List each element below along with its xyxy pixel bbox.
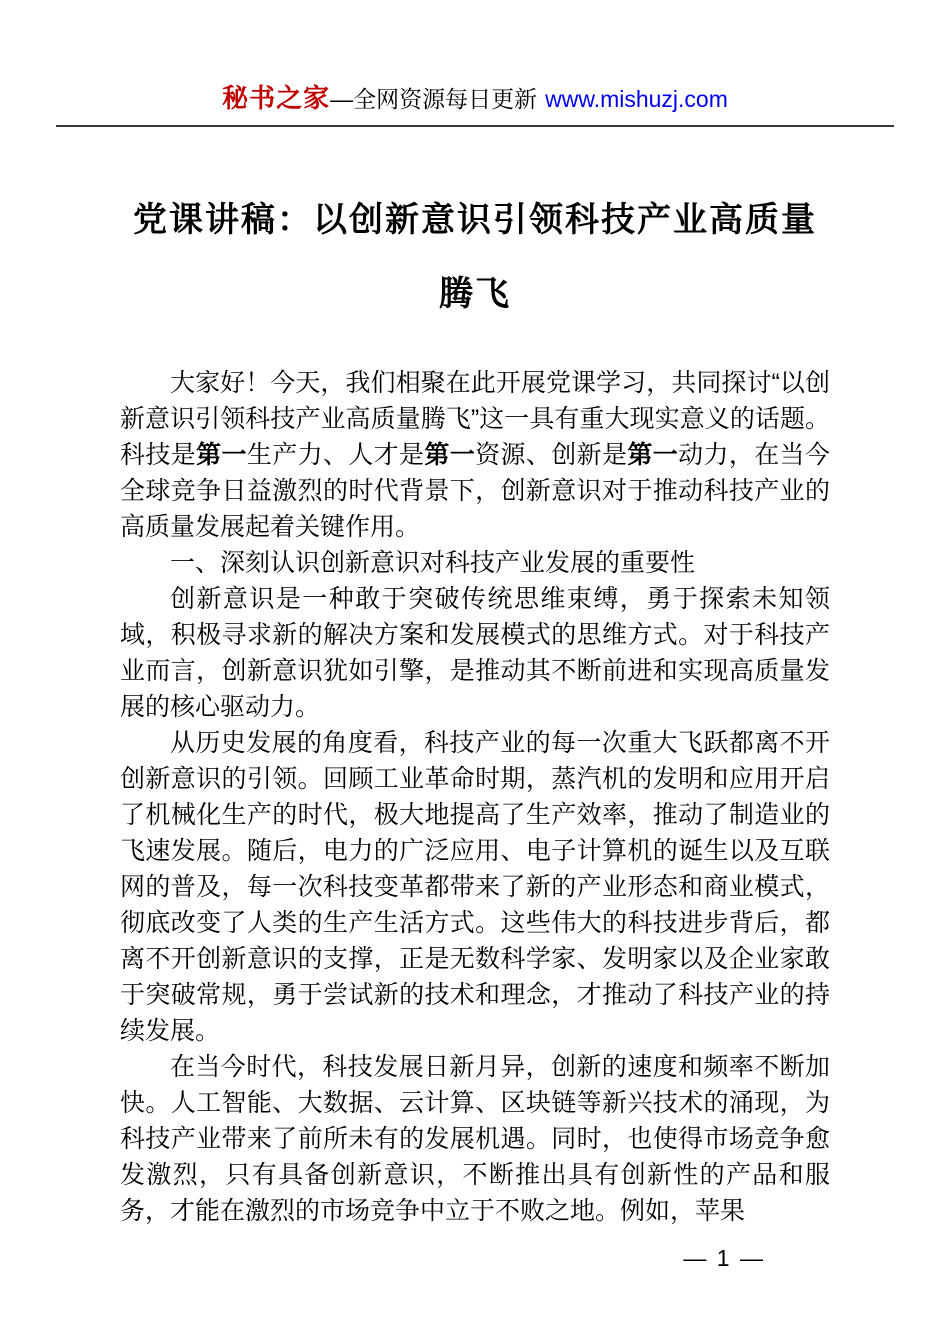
body-text: 创新意识是一种敢于突破传统思维束缚，勇于探索未知领域，积极寻求新的解决方案和发展模式的思维方式。对于科技产业而言，创新意识犹如引擎，是推动其不断前进和实现高质量发展的核心驱动力。 — [120, 585, 830, 721]
paragraph — [120, 365, 830, 545]
paragraph — [120, 581, 830, 725]
page-footer — [683, 1245, 765, 1272]
paragraph — [120, 725, 830, 1049]
emphasis-text: 第一 — [424, 441, 476, 469]
body-text: 生产力、人才是 — [246, 441, 425, 469]
site-tagline: —全网资源每日更新 — [330, 86, 538, 112]
body-text: 在当今时代，科技发展日新月异，创新的速度和频率不断加快。人工智能、大数据、云计算、区块链等新兴技术的涌现，为科技产业带来了前所未有的发展机遇。同时，也使得市场竞争愈发激烈，只有具备创新意识，不断推出具有创新性的产品和服务，才能在激烈的市场竞争中立于不败之地。例如，苹果 — [120, 1053, 830, 1225]
page-title: 党课讲稿：以创新意识引领科技产业高质量腾飞 — [133, 201, 817, 313]
body-text: 一、深刻认识创新意识对科技产业发展的重要性 — [170, 549, 696, 577]
site-brand: 秘书之家 — [222, 83, 331, 113]
body-text: 大家好！今天，我们相聚在此开展党课学习，共同探讨“以创新意识引领科技产业高质量腾飞”这一具有重大现实意义的话题。科技是 — [120, 369, 830, 469]
section-heading — [120, 545, 830, 581]
site-url-link[interactable]: www.mishuzj.com — [545, 86, 728, 112]
paragraph — [120, 1049, 830, 1229]
body-text: 从历史发展的角度看，科技产业的每一次重大飞跃都离不开创新意识的引领。回顾工业革命时期，蒸汽机的发明和应用开启了机械化生产的时代，极大地提高了生产效率，推动了制造业的飞速发展。随后，电力的广泛应用、电子计算机的诞生以及互联网的普及，每一次科技变革都带来了新的产业形态和商业模式，彻底改变了人类的生产生活方式。这些伟大的科技进步背后，都离不开创新意识的支撑，正是无数科学家、发明家以及企业家敢于突破常规，勇于尝试新的技术和理念，才推动了科技产业的持续发展。 — [120, 729, 830, 1045]
emphasis-text: 第一 — [196, 441, 247, 469]
site-header — [56, 0, 894, 127]
body-text: 资源、创新是 — [475, 441, 628, 469]
page-number: — 1 — — [683, 1245, 765, 1271]
body-text: 动力，在当今全球竞争日益激烈的时代背景下，创新意识对于推动科技产业的高质量发展起着关键作用。 — [120, 441, 830, 541]
emphasis-text: 第一 — [627, 441, 679, 469]
document-body — [120, 365, 830, 1229]
